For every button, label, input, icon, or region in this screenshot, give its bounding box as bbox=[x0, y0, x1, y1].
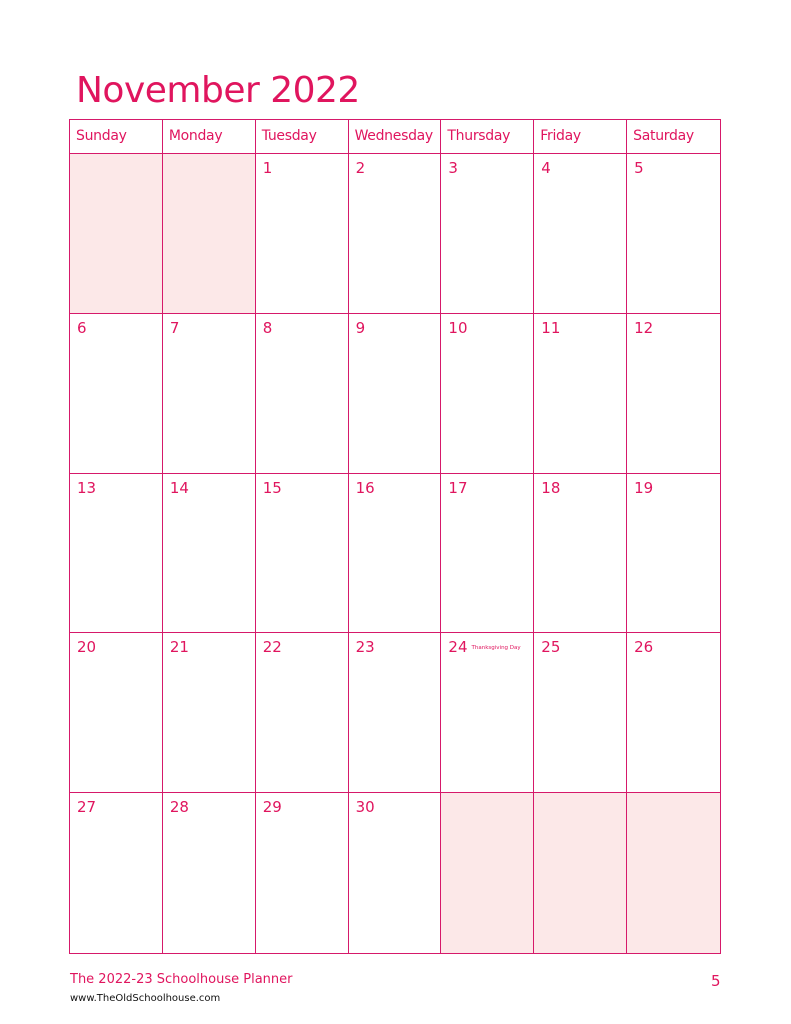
day-number: 13 bbox=[77, 478, 97, 497]
day-cell-30 bbox=[349, 793, 442, 953]
day-number: 22 bbox=[262, 638, 282, 657]
day-cell-13 bbox=[70, 474, 163, 634]
day-cell-3 bbox=[441, 154, 534, 314]
day-cell-2 bbox=[349, 154, 442, 314]
day-cell-19 bbox=[627, 474, 720, 634]
day-number: 20 bbox=[77, 638, 97, 657]
page-title: November 2022 bbox=[76, 70, 360, 111]
day-number: 7 bbox=[169, 318, 180, 337]
day-number: 21 bbox=[169, 638, 189, 657]
day-number: 5 bbox=[634, 159, 644, 177]
day-number: 25 bbox=[541, 638, 561, 657]
day-cell-22 bbox=[256, 633, 349, 793]
day-number: 19 bbox=[634, 478, 654, 497]
day-cell-7 bbox=[163, 314, 256, 474]
planner-title: The 2022-23 Schoolhouse Planner bbox=[70, 972, 293, 987]
holiday-note: Thanksgiving Day bbox=[471, 645, 521, 652]
day-cell-8 bbox=[256, 314, 349, 474]
day-cell-17 bbox=[441, 474, 534, 634]
day-number: 23 bbox=[355, 638, 375, 657]
day-number: 15 bbox=[262, 478, 282, 497]
day-number: 24 bbox=[448, 638, 468, 657]
day-cell-16 bbox=[349, 474, 442, 634]
empty-day-cell bbox=[163, 154, 256, 314]
day-cell-12 bbox=[627, 314, 720, 474]
day-cell-6 bbox=[70, 314, 163, 474]
day-cell-28 bbox=[163, 793, 256, 953]
day-cell-5 bbox=[627, 154, 720, 314]
empty-day-cell bbox=[441, 793, 534, 953]
day-cell-11 bbox=[534, 314, 627, 474]
day-number: 27 bbox=[77, 798, 97, 817]
day-cell-14 bbox=[163, 474, 256, 634]
empty-day-cell bbox=[70, 154, 163, 314]
day-number: 16 bbox=[355, 478, 375, 497]
day-number: 17 bbox=[448, 478, 468, 497]
day-number: 28 bbox=[169, 798, 189, 817]
website-url: www.TheOldSchoolhouse.com bbox=[70, 993, 221, 1004]
calendar-grid bbox=[69, 119, 721, 954]
day-number: 12 bbox=[634, 318, 654, 337]
day-number: 26 bbox=[634, 638, 654, 657]
day-cell-24 bbox=[441, 633, 534, 793]
day-cell-23 bbox=[349, 633, 442, 793]
day-number: 9 bbox=[355, 318, 366, 337]
day-number: 6 bbox=[77, 318, 87, 337]
day-cell-9 bbox=[349, 314, 442, 474]
day-number: 2 bbox=[355, 159, 366, 177]
day-cell-4 bbox=[534, 154, 627, 314]
day-cell-27 bbox=[70, 793, 163, 953]
page-number: 5 bbox=[711, 972, 721, 990]
day-number: 11 bbox=[541, 318, 561, 337]
day-number: 18 bbox=[541, 478, 561, 497]
day-cell-20 bbox=[70, 633, 163, 793]
weekday-header-sunday: Sunday bbox=[70, 120, 163, 154]
day-number: 3 bbox=[448, 159, 458, 177]
day-cell-10 bbox=[441, 314, 534, 474]
day-number: 14 bbox=[169, 478, 189, 497]
day-number: 4 bbox=[541, 159, 551, 177]
weekday-header-wednesday: Wednesday bbox=[349, 120, 442, 154]
day-number: 8 bbox=[262, 318, 273, 337]
day-number: 29 bbox=[262, 798, 282, 817]
day-number: 10 bbox=[448, 318, 468, 337]
day-number: 1 bbox=[262, 159, 273, 177]
day-cell-1 bbox=[256, 154, 349, 314]
day-cell-26 bbox=[627, 633, 720, 793]
weekday-header-friday: Friday bbox=[534, 120, 627, 154]
empty-day-cell bbox=[627, 793, 720, 953]
day-cell-18 bbox=[534, 474, 627, 634]
day-cell-21 bbox=[163, 633, 256, 793]
day-cell-25 bbox=[534, 633, 627, 793]
empty-day-cell bbox=[534, 793, 627, 953]
day-number: 30 bbox=[355, 798, 375, 817]
weekday-header-monday: Monday bbox=[163, 120, 256, 154]
weekday-header-saturday: Saturday bbox=[627, 120, 720, 154]
weekday-header-thursday: Thursday bbox=[441, 120, 534, 154]
day-cell-15 bbox=[256, 474, 349, 634]
weekday-header-tuesday: Tuesday bbox=[256, 120, 349, 154]
day-cell-29 bbox=[256, 793, 349, 953]
